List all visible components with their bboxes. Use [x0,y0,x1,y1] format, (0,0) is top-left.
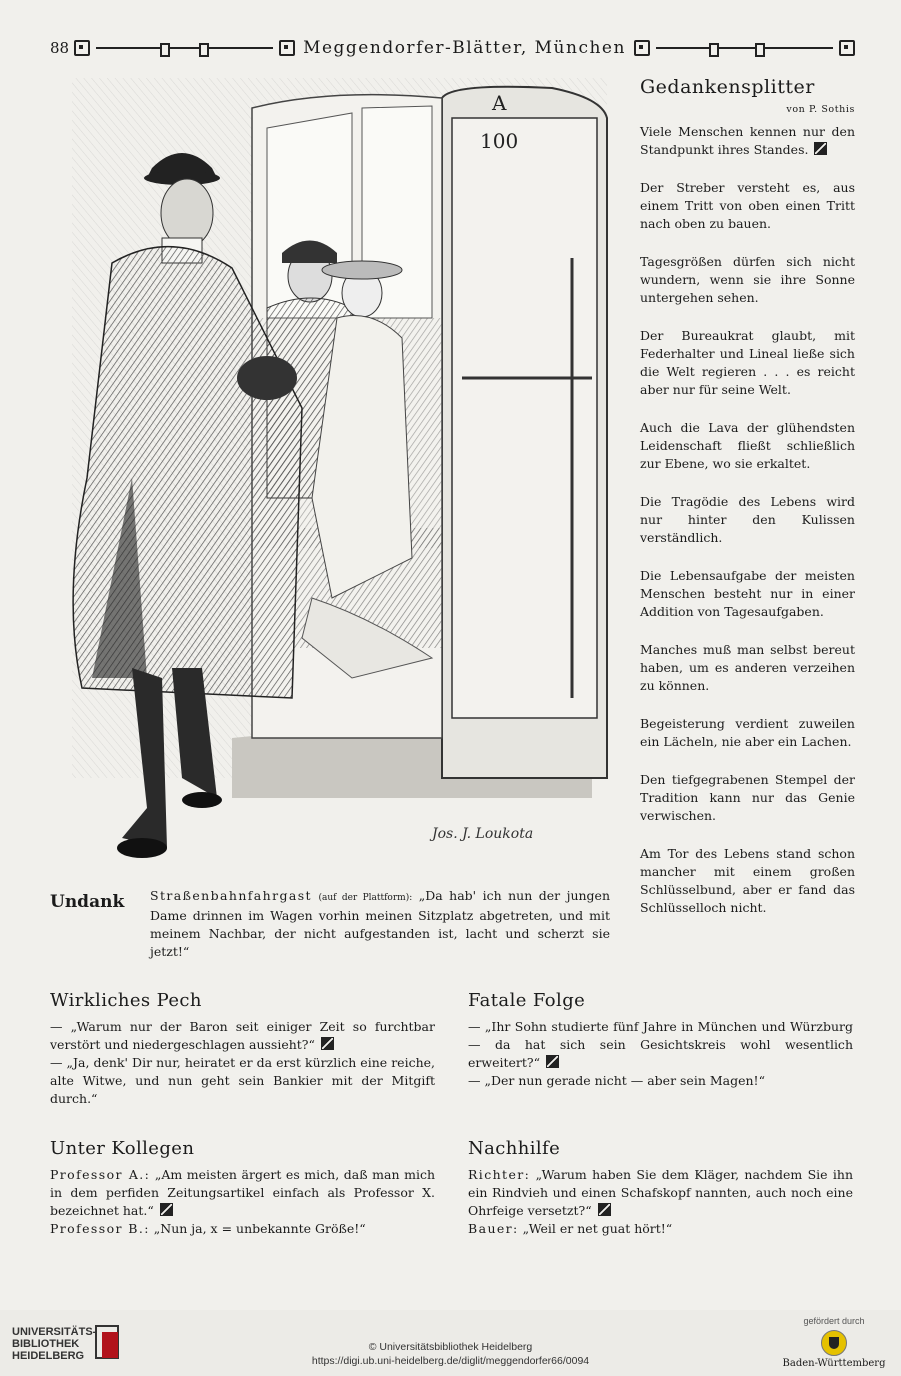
section-fatale-folge [468,990,853,1090]
artist-signature: Jos. J. Loukota [432,826,534,842]
door-label-number: 100 [480,129,519,153]
coat-of-arms-icon [821,1330,847,1356]
permalink-url[interactable]: https://digi.ub.uni-heidelberg.de/diglit/meggendorfer66/0094 [311,1355,590,1367]
aphorism-1: Viele Menschen kennen nur den Standpunkt ihres Standes. [640,124,855,157]
dialogue-line: Bauer: „Weil er net guat hört!“ [468,1221,673,1236]
section-title: Wirkliches Pech [50,990,202,1011]
dialogue-line: — „Warum nur der Baron seit einiger Zeit so furchtbar verstört und niedergeschlagen aussieht?“ [50,1019,435,1052]
library-logo[interactable]: UNIVERSITÄTS- BIBLIOTHEK HEIDELBERG [12,1326,97,1362]
aphorism-10: Den tiefgegrabenen Stempel der Tradition kann nur das Genie verwischen. [640,772,855,823]
viewer-footer [0,1310,901,1376]
ornament-icon [74,40,90,56]
dialogue-line: Professor A.: „Am meisten ärgert es mich, daß man mich in dem perfiden Zeitungsartikel einfach als Professor X. bezeichnet hat.“ [50,1167,435,1218]
section-nachhilfe [468,1138,853,1238]
funder-logo[interactable]: gefördert durch Baden-Württemberg [782,1316,886,1369]
divider-glyph-icon [814,142,827,155]
undank-stage-direction: (auf der Plattform): [318,893,413,903]
door-label-top: A [492,91,507,115]
divider-glyph-icon [321,1037,334,1050]
aphorism-6: Die Tragödie des Lebens wird nur hinter den Kulissen verständlich. [640,494,855,545]
divider-glyph-icon [598,1203,611,1216]
aphorism-8: Manches muß man selbst bereut haben, um es anderen verzeihen zu können. [640,642,855,693]
ornamental-rule [96,41,273,55]
undank-text: „Da hab' ich nun der jungen Dame drinnen im Wagen vorhin meinen Sitzplatz abgetreten, und mit meinem Nachbar, der nicht aufgestanden ist, lacht und scherzt sie jetzt!“ [150,888,611,959]
gedankensplitter-author: von P. Sothis [786,104,855,115]
section-wirkliches-pech [50,990,435,1108]
ornament-icon [279,40,295,56]
masthead-title: Meggendorfer-Blätter, München [303,38,626,58]
aphorism-11: Am Tor des Lebens stand schon mancher mit einem großen Schlüsselbund, aber er fand das Schlüsselloch nicht. [640,846,855,915]
aphorism-2: Der Streber versteht es, aus einem Tritt von oben einen Tritt nach oben zu bauen. [640,180,855,231]
page-header [50,34,855,62]
gedankensplitter-column [640,76,855,917]
divider-glyph-icon [546,1055,559,1068]
ornament-icon [634,40,650,56]
dialogue-line: — „Ihr Sohn studierte fünf Jahre in München und Würzburg — da hat sich sein Gesichtskreis wohl wesentlich erweitert?“ [468,1019,853,1070]
ornament-icon [839,40,855,56]
ornamental-rule [656,41,833,55]
section-title: Fatale Folge [468,990,586,1011]
undank-heading: Undank [50,892,125,912]
copyright-notice: © Universitätsbibliothek Heidelberg https://digi.ub.uni-heidelberg.de/diglit/meggendorfer66/0094 [0,1340,901,1368]
divider-glyph-icon [160,1203,173,1216]
page-number: 88 [50,39,70,57]
dialogue-line: — „Ja, denk' Dir nur, heiratet er da erst kürzlich eine reiche, alte Witwe, und nun geht sein Bankier mit der Mitgift durch.“ [50,1055,435,1106]
aphorism-3: Tagesgrößen dürfen sich nicht wundern, wenn sie ihre Sonne untergehen sehen. [640,254,855,305]
aphorism-7: Die Lebensaufgabe der meisten Menschen besteht nur in einer Addition von Tagesaufgaben. [640,568,855,619]
dialogue-line: Professor B.: „Nun ja, x = unbekannte Größe!“ [50,1221,366,1236]
aphorism-4: Der Bureaukrat glaubt, mit Federhalter und Lineal ließe sich die Welt regieren . . . es reicht aber nur für seine Welt. [640,328,855,397]
undank-speaker: Straßenbahnfahrgast [150,888,312,903]
aphorism-5: Auch die Lava der glühendsten Leidenschaft fließt schließlich zur Ebene, wo sie erkaltet. [640,420,855,471]
section-title: Unter Kollegen [50,1138,195,1159]
section-unter-kollegen [50,1138,435,1238]
section-title: Nachhilfe [468,1138,561,1159]
undank-caption [150,887,610,961]
dialogue-line: Richter: „Warum haben Sie dem Kläger, nachdem Sie ihn ein Rindvieh und einen Schafskopf nannten, auch noch eine Ohrfeige versetzt?“ [468,1167,853,1218]
gedankensplitter-title: Gedankensplitter [640,76,815,98]
dialogue-line: — „Der nun gerade nicht — aber sein Magen!“ [468,1073,765,1088]
tram-illustration [52,78,610,868]
aphorism-9: Begeisterung verdient zuweilen ein Lächeln, nie aber ein Lachen. [640,716,855,749]
